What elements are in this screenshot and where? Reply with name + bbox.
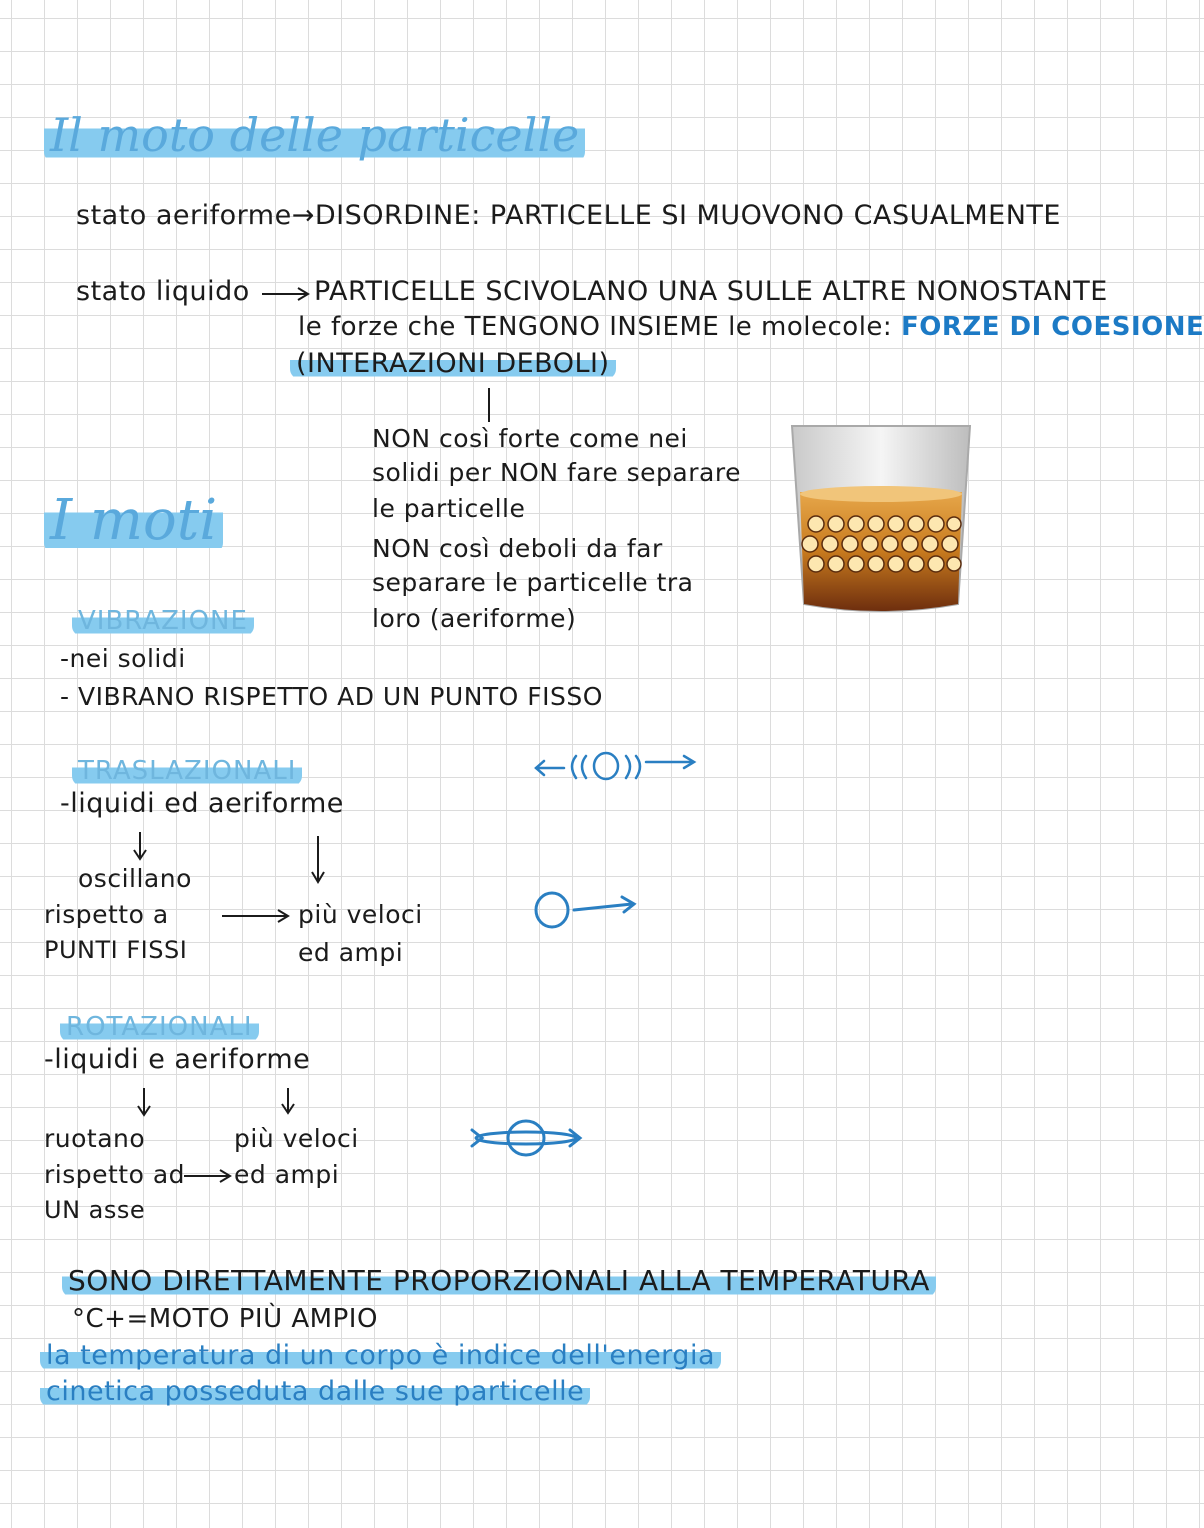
liquid-state-label: stato liquido [76, 276, 250, 307]
traslazionali-left-2: rispetto a [44, 900, 169, 929]
arrow-right-icon [222, 906, 292, 926]
connector-line [484, 388, 494, 424]
note-line-1: NON così forte come nei [372, 424, 688, 453]
rotazionali-line-1: -liquidi e aeriforme [44, 1044, 311, 1075]
conclusion-line-3: la temperatura di un corpo è indice dell'energia [40, 1340, 721, 1371]
rotazionali-left-2: rispetto ad [44, 1160, 186, 1189]
note-line-4: NON così deboli da far [372, 534, 663, 563]
moti-title: I moti [44, 488, 223, 553]
note-line-2: solidi per NON fare separare [372, 458, 741, 487]
glass-of-liquid-icon [786, 418, 976, 618]
conclusion-line-4: cinetica posseduta dalle sue particelle [40, 1376, 590, 1407]
traslazionali-right-2: ed ampi [298, 938, 404, 967]
arrow-right-icon [262, 284, 312, 304]
rotazionali-left-3: UN asse [44, 1196, 146, 1224]
traslazionali-label: TRASLAZIONALI [72, 756, 302, 786]
rotazionali-label: ROTAZIONALI [60, 1012, 259, 1042]
conclusion-line-1: SONO DIRETTAMENTE PROPORZIONALI ALLA TEMPERATURA [62, 1264, 936, 1297]
liquid-line-1: PARTICELLE SCIVOLANO UNA SULLE ALTRE NONOSTANTE [314, 276, 1108, 307]
liquid-line-2-text: le forze che TENGONO INSIEME le molecole: [298, 312, 901, 342]
rotazionali-right-2: ed ampi [234, 1160, 340, 1189]
rotazionali-left-1: ruotano [44, 1124, 146, 1153]
rotazionali-right-1: più veloci [234, 1124, 359, 1153]
arrow-down-icon [130, 832, 150, 862]
vibrazione-label: VIBRAZIONE [72, 606, 254, 636]
arrow-right-icon [184, 1166, 234, 1186]
translation-sketch-icon [532, 888, 642, 932]
conclusion-line-2: °C+=MOTO PIÙ AMPIO [72, 1304, 378, 1334]
weak-interactions-label: (INTERAZIONI DEBOLI) [290, 348, 616, 379]
note-line-6: loro (aeriforme) [372, 604, 577, 633]
arrow-down-icon [308, 836, 328, 886]
liquid-line-2 [298, 312, 1204, 342]
traslazionali-line-1: -liquidi ed aeriforme [60, 788, 344, 819]
vibration-sketch-icon [534, 746, 724, 786]
traslazionali-right-1: più veloci [298, 900, 423, 929]
arrow-down-icon [134, 1088, 154, 1118]
note-line-3: le particelle [372, 494, 526, 523]
vibrazione-line-2: - VIBRANO RISPETTO AD UN PUNTO FISSO [60, 682, 603, 711]
cohesion-forces-highlight: FORZE DI COESIONE [900, 312, 1204, 342]
page-title: Il moto delle particelle [44, 108, 585, 162]
gas-state-line: stato aeriforme→DISORDINE: PARTICELLE SI MUOVONO CASUALMENTE [76, 200, 1061, 231]
traslazionali-left-3: PUNTI FISSI [44, 936, 188, 964]
traslazionali-left-1: oscillano [78, 864, 192, 893]
vibrazione-line-1: -nei solidi [60, 644, 186, 673]
arrow-down-icon [278, 1088, 298, 1118]
note-line-5: separare le particelle tra [372, 568, 694, 597]
rotation-sketch-icon [466, 1116, 596, 1160]
